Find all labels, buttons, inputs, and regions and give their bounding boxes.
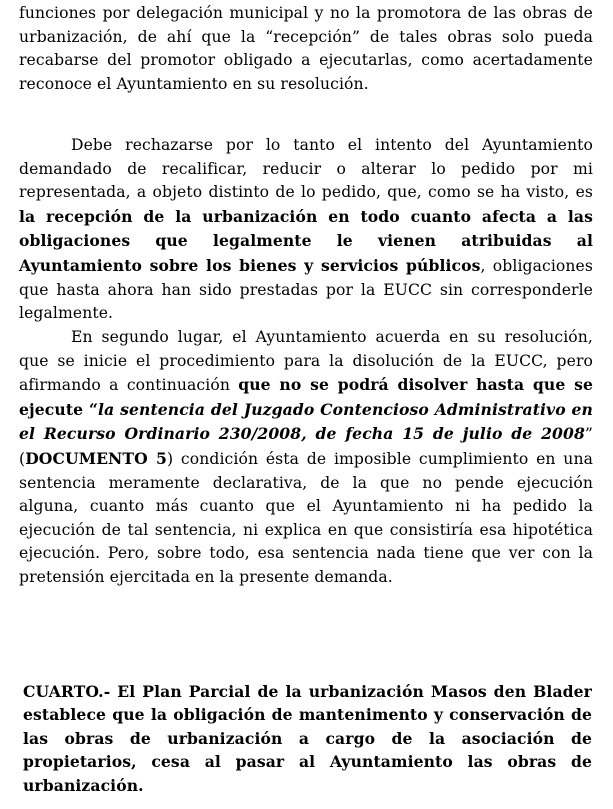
section-heading-cuarto [23, 680, 592, 797]
paragraph-1-text: funciones por delegación municipal y no la promotora de las obras de urbanización, de ahí que la “recepción” de tales obras solo pueda recabarse del promotor obligado a ejecutarlas, como acertadamente reconoce el Ayuntamiento en su resolución. [19, 4, 593, 93]
paragraph-3 [19, 326, 593, 590]
paragraph-2-tail: , obligaciones que hasta ahora han sido prestadas por la EUCC sin corresponderle legalmente. [19, 256, 593, 323]
paragraph-3-emphasis: que no se podrá disolver hasta que se ejecute “ [19, 375, 593, 419]
paragraph-3-open-paren: ( [19, 449, 26, 468]
paragraph-2 [19, 134, 593, 326]
paragraph-3-citation: la sentencia del Juzgado Contencioso Administrativo en el Recurso Ordinario 230/2008, de fecha 15 de julio de 2008 [19, 399, 593, 444]
section-heading-text: CUARTO.- El Plan Parcial de la urbanización Masos den Blader establece que la obligación de mantenimento y conservación de las obras de urbanización a cargo de la asociación de propietarios, cesa al pasar al Ayuntamiento las obras de urbanización. [23, 682, 592, 795]
paragraph-2-lead: Debe rechazarse por lo tanto el intento del Ayuntamiento demandado de recalificar, reducir o alterar lo pedido por mi representada, a objeto distinto de lo pedido, que, como se ha visto, es [19, 136, 593, 202]
paragraph-1 [19, 2, 593, 96]
document-reference: DOCUMENTO 5 [25, 448, 167, 468]
paragraph-3-tail: condición ésta de imposible cumplimiento en una sentencia meramente declarativa, de la que no pende ejecución alguna, cuanto más cuanto que el Ayuntamiento ni ha pedido la ejecución de tal sentencia, ni explica en que consistiría esa hipotética ejecución. Pero, sobre todo, esa sentencia nada tiene que ver con la pretensión ejercitada en la presente demanda. [19, 449, 593, 586]
paragraph-3-lead: En segundo lugar, el Ayuntamiento acuerda en su resolución, que se inicie el procedimiento para la disolución de la EUCC, pero afirmando a continuación [19, 328, 593, 395]
paragraph-3-close-paren: ) [166, 449, 174, 468]
paragraph-3-close-quote: ” [584, 425, 593, 444]
paragraph-2-emphasis: la recepción de la urbanización en todo cuanto afecta a las obligaciones que legalmente le vienen atribuidas al Ayuntamiento sobre los bienes y servicios públicos [19, 206, 593, 275]
